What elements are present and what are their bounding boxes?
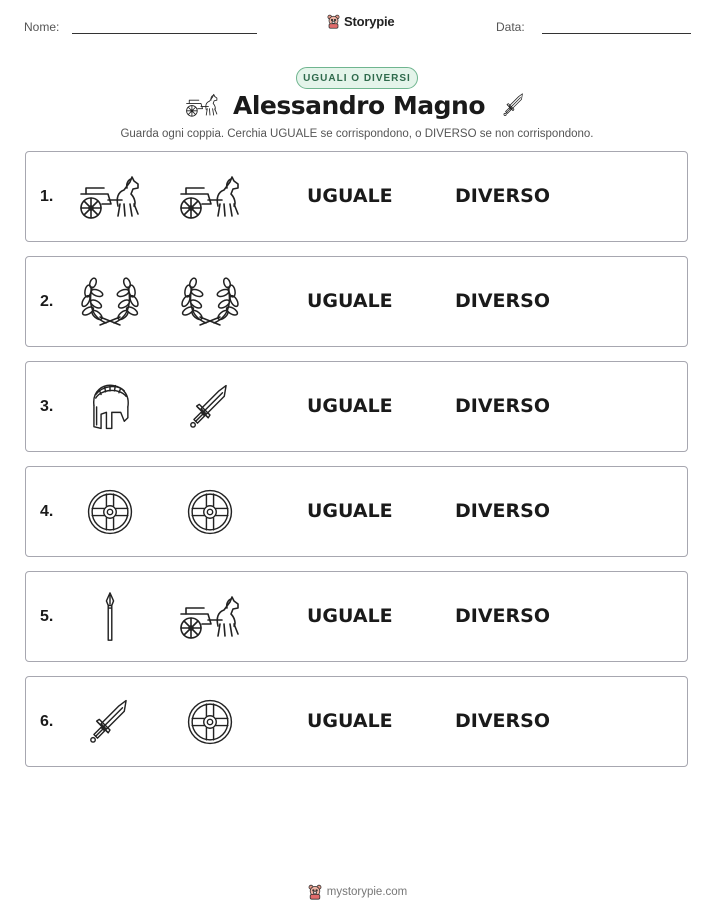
exercise-row <box>25 361 688 452</box>
exercise-row <box>25 256 688 347</box>
date-label: Data: <box>496 20 525 34</box>
footer-url[interactable]: mystorypie.com <box>326 886 408 898</box>
option-uguale[interactable]: UGUALE <box>307 395 393 417</box>
row-number: 6. <box>40 713 54 730</box>
footer <box>0 884 714 900</box>
row-number: 5. <box>40 608 54 625</box>
option-uguale[interactable]: UGUALE <box>307 500 393 522</box>
sword-icon <box>78 697 142 747</box>
shield-icon <box>78 487 142 537</box>
helmet-icon <box>78 382 142 432</box>
option-uguale[interactable]: UGUALE <box>307 605 393 627</box>
chariot-icon <box>178 172 242 222</box>
chariot-icon <box>178 592 242 642</box>
row-number: 2. <box>40 293 54 310</box>
exercise-row <box>25 466 688 557</box>
exercise-row <box>25 676 688 767</box>
title-bar <box>0 90 714 120</box>
sword-icon <box>499 90 529 120</box>
spear-icon <box>78 592 142 642</box>
instructions: Guarda ogni coppia. Cerchia UGUALE se corrispondono, o DIVERSO se non corrispondono. <box>120 128 594 140</box>
page-title: Alessandro Magno <box>232 90 486 120</box>
exercise-row <box>25 571 688 662</box>
laurel-wreath-icon <box>178 277 242 327</box>
option-diverso[interactable]: DIVERSO <box>455 710 550 732</box>
row-number: 1. <box>40 188 54 205</box>
option-uguale[interactable]: UGUALE <box>307 290 393 312</box>
row-number: 4. <box>40 503 54 520</box>
brand-logo <box>326 14 394 29</box>
name-label: Nome: <box>24 20 60 34</box>
mascot-icon <box>307 884 323 900</box>
sword-icon <box>178 382 242 432</box>
chariot-icon <box>78 172 142 222</box>
chariot-icon <box>185 91 219 119</box>
mascot-icon <box>326 14 341 29</box>
option-uguale[interactable]: UGUALE <box>307 710 393 732</box>
option-diverso[interactable]: DIVERSO <box>455 395 550 417</box>
shield-icon <box>178 487 242 537</box>
shield-icon <box>178 697 242 747</box>
option-diverso[interactable]: DIVERSO <box>455 605 550 627</box>
activity-badge: UGUALI O DIVERSI <box>296 67 418 89</box>
option-uguale[interactable]: UGUALE <box>307 185 393 207</box>
name-line[interactable] <box>72 33 257 34</box>
option-diverso[interactable]: DIVERSO <box>455 500 550 522</box>
laurel-wreath-icon <box>78 277 142 327</box>
exercise-row <box>25 151 688 242</box>
option-diverso[interactable]: DIVERSO <box>455 185 550 207</box>
row-number: 3. <box>40 398 54 415</box>
brand-name: Storypie <box>344 14 395 29</box>
option-diverso[interactable]: DIVERSO <box>455 290 550 312</box>
date-line[interactable] <box>542 33 691 34</box>
